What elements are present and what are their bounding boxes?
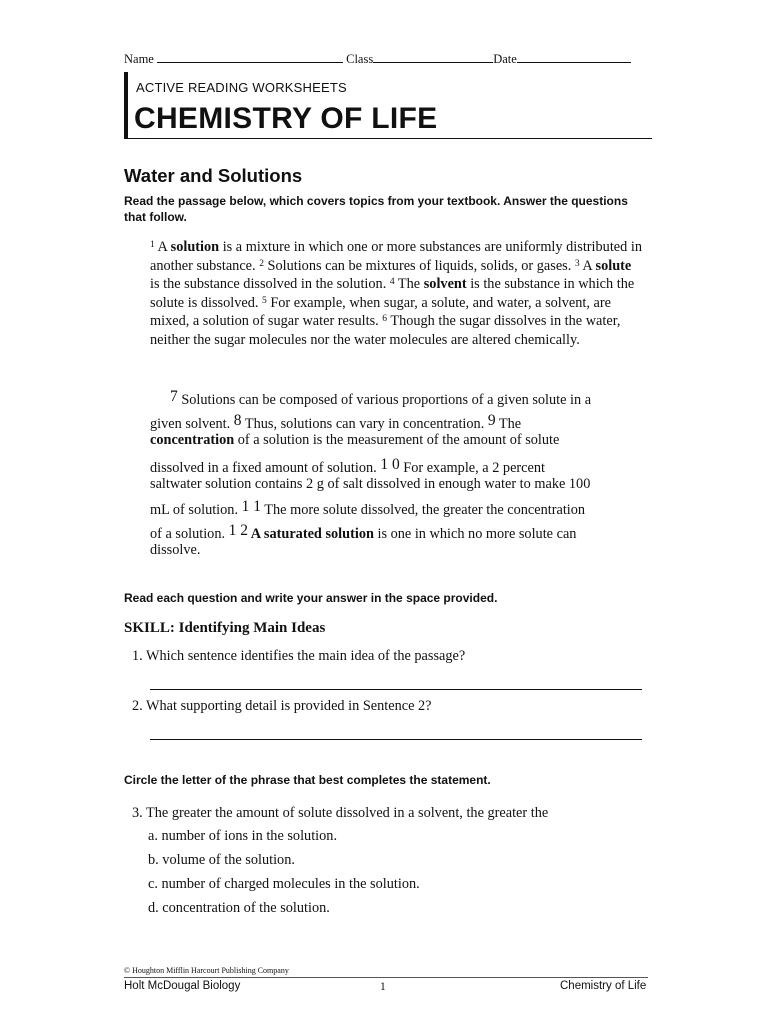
footer-book-title: Holt McDougal Biology [124,980,241,992]
option-a[interactable]: a. number of ions in the solution. [148,828,338,844]
question-instructions: Read each question and write your answer in the space provided. [124,591,498,605]
passage-paragraph-1: $^1$ A solution is a mixture in which one or more substances are uniformly distributed in another substance. $^2$ Solutions can be mixtures of liquids, solids, or gases. $^3$ A solute is the substance dissolved in the solution. $^4$ The solvent is the substance in which the solute is dissolved. $^5$ For example, when sugar, a solute, and water, a solvent, are mixed, a solution of sugar water results. $^6$ Though the sugar dissolves in the water, neither the sugar molecules nor the water molecules are altered chemically. [150,239,642,348]
section-title: Water and Solutions [124,165,303,186]
date-label: Date [493,52,517,66]
worksheet-series: ACTIVE READING WORKSHEETS [136,80,347,95]
name-field[interactable] [157,52,343,63]
class-label: Class [346,52,374,66]
student-info-line [124,52,631,67]
footer-chapter-title: Chemistry of Life [560,980,647,992]
question-1: 1. Which sentence identifies the main idea of the passage? [132,648,466,664]
name-label: Name [124,52,154,66]
date-field[interactable] [517,52,631,63]
option-b[interactable]: b. volume of the solution. [148,852,295,868]
page-number: 1 [380,981,386,993]
class-field[interactable] [373,52,493,63]
footer-divider [124,977,648,978]
question-2: 2. What supporting detail is provided in Sentence 2? [132,698,432,714]
copyright-notice: © Houghton Mifflin Harcourt Publishing Company [124,966,289,975]
option-c[interactable]: c. number of charged molecules in the solution. [148,876,420,892]
passage-instructions: Read the passage below, which covers topics from your textbook. Answer the questions that follow. [124,194,628,224]
answer-line-1[interactable] [150,689,642,690]
circle-instructions: Circle the letter of the phrase that best completes the statement. [124,773,491,787]
question-3: 3. The greater the amount of solute dissolved in a solvent, the greater the [132,805,549,821]
option-d[interactable]: d. concentration of the solution. [148,900,330,916]
page-title: CHEMISTRY OF LIFE [134,102,438,135]
answer-line-2[interactable] [150,739,642,740]
skill-heading: SKILL: Identifying Main Ideas [124,620,326,636]
